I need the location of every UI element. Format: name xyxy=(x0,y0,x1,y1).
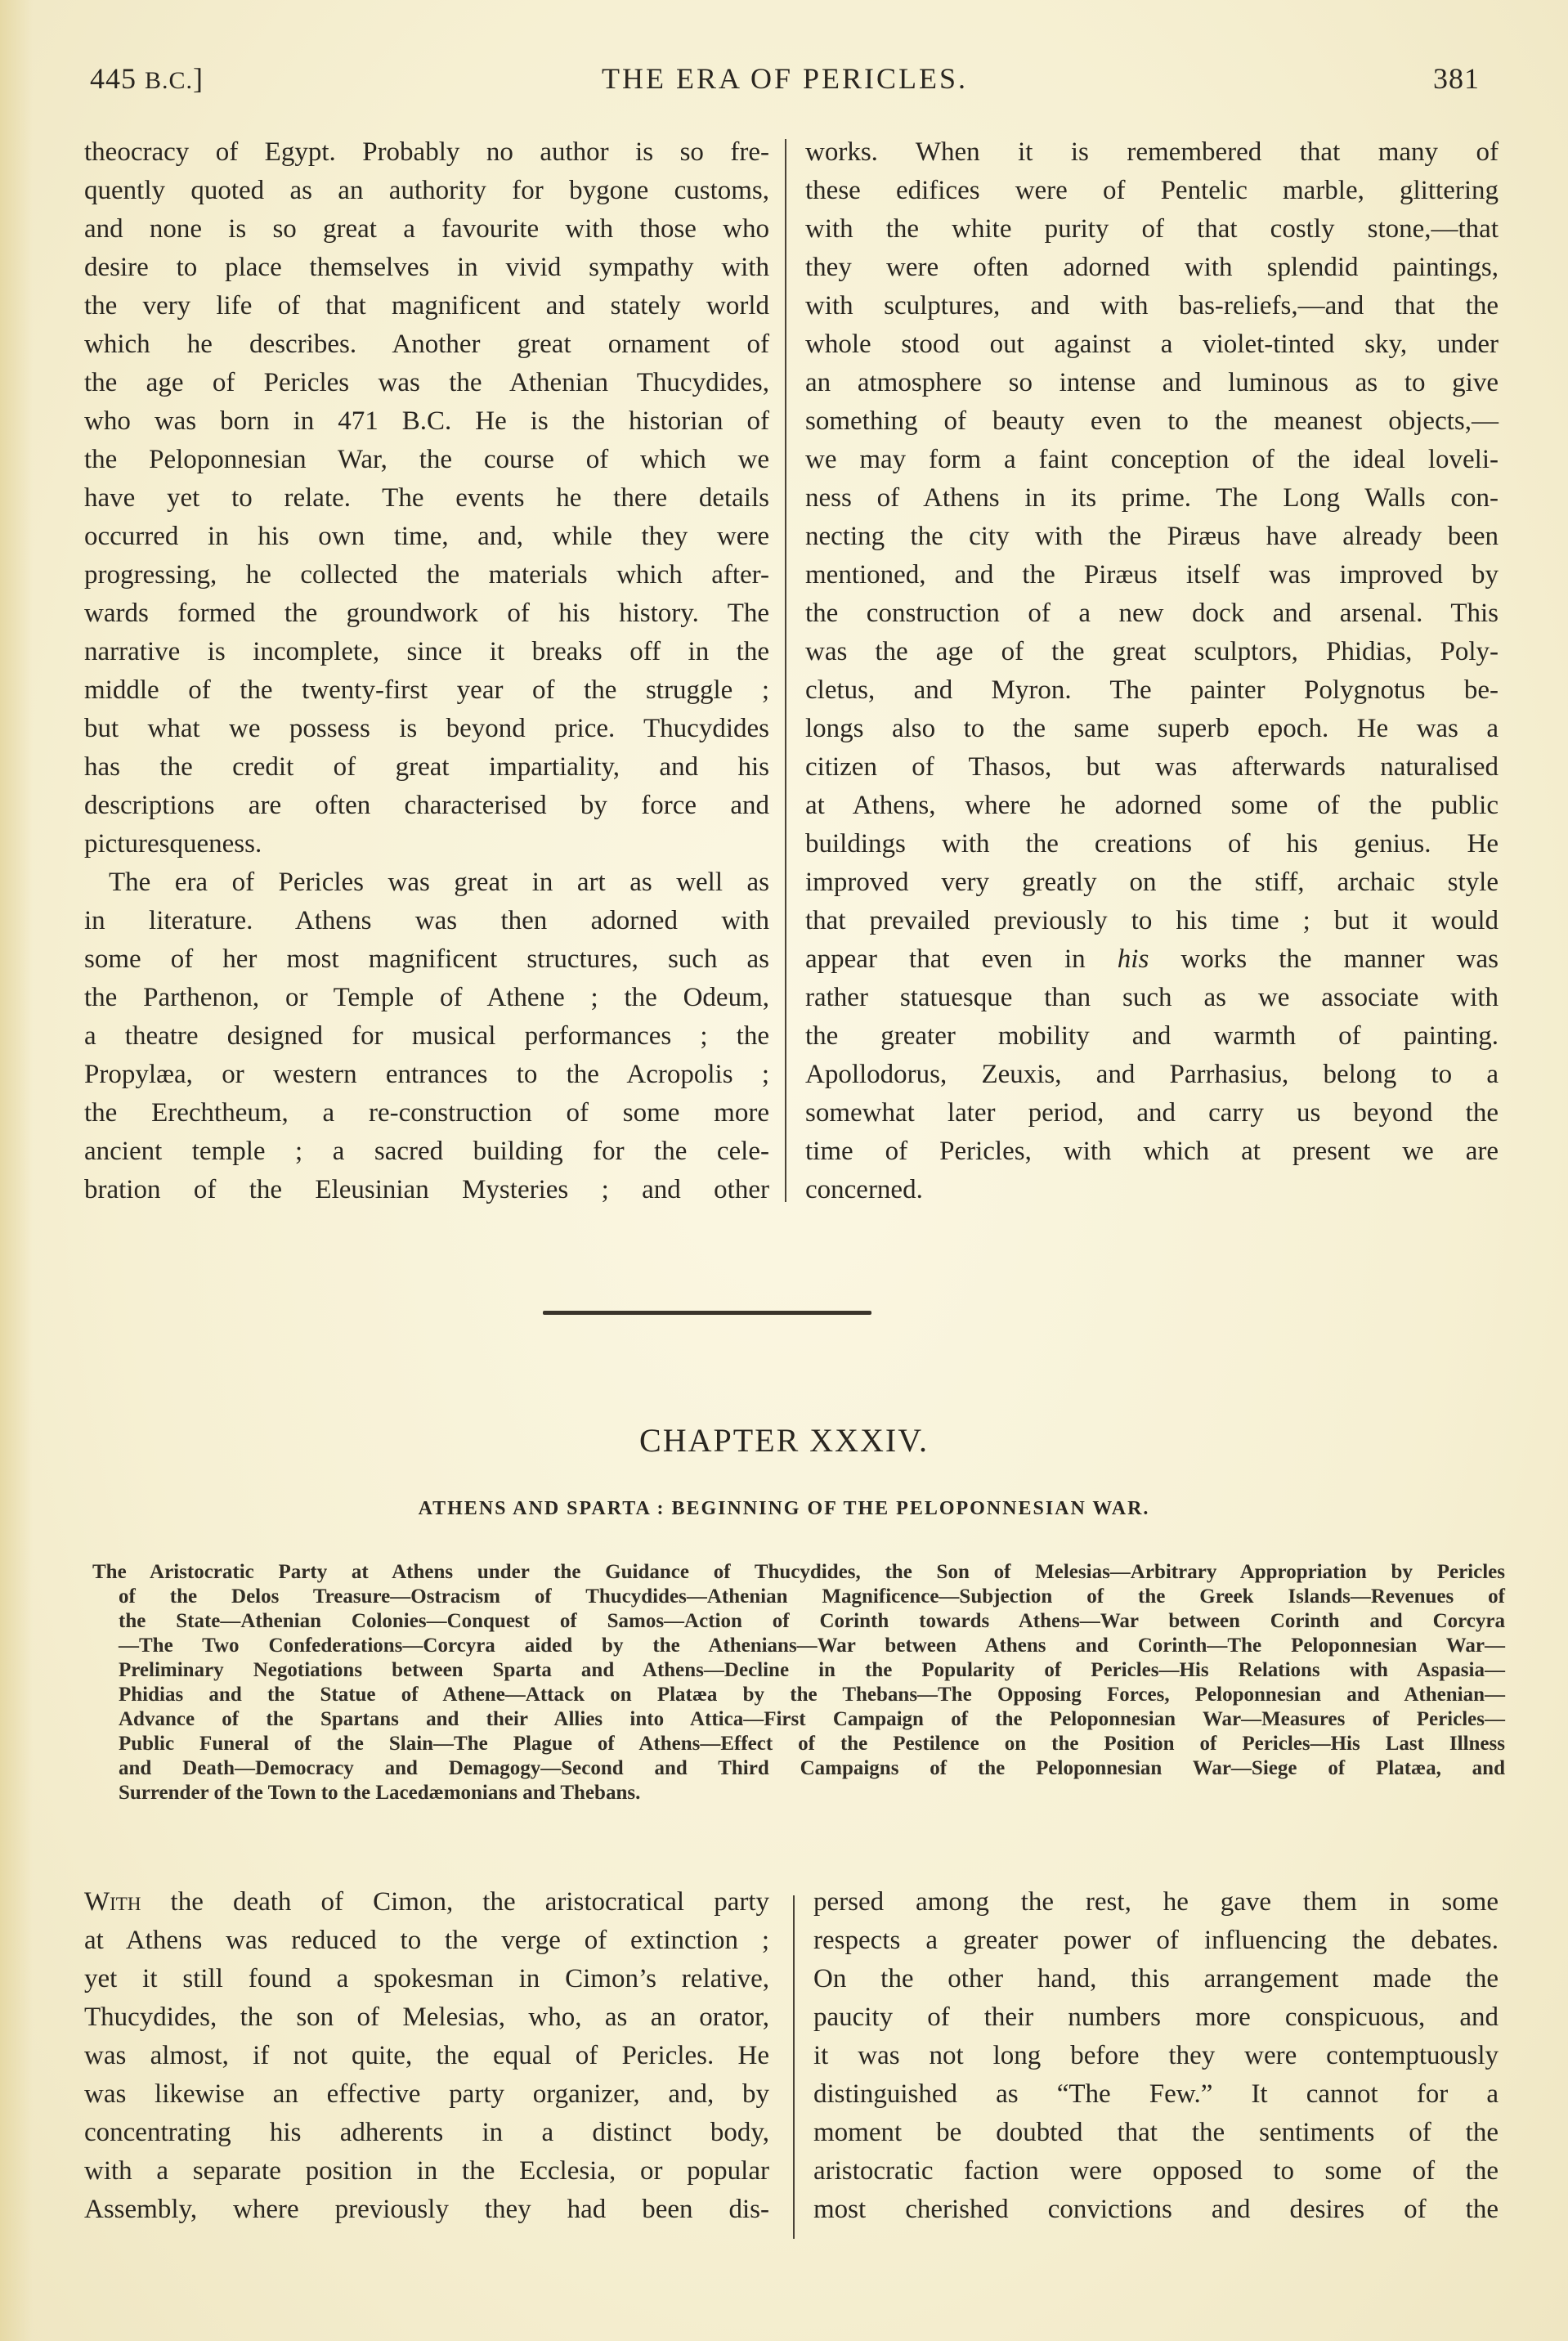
synopsis-line: Advance of the Spartans and their Allies into Attica—First Campaign of the Peloponnesian War—Measures of Pericles— xyxy=(119,1708,1505,1730)
text-line: bration of the Eleusinian Mysteries ; and other xyxy=(84,1175,769,1204)
text-line: The era of Pericles was great in art as well as xyxy=(109,868,769,897)
text-line: longs also to the same superb epoch. He was a xyxy=(805,714,1499,743)
text-fragment: appear that even in xyxy=(805,944,1086,974)
date-number: 445 xyxy=(90,62,137,95)
chapter-title: CHAPTER XXXIV. xyxy=(639,1422,929,1459)
text-line xyxy=(805,940,1499,979)
chapter-divider-rule xyxy=(543,1311,871,1315)
bottom-left-column xyxy=(84,1883,769,2229)
page-number: 381 xyxy=(1433,62,1480,95)
text-line: descriptions are often characterised by force and xyxy=(84,791,769,820)
text-line: paucity of their numbers more conspicuous, and xyxy=(813,2002,1499,2032)
text-line: aristocratic faction were opposed to some of the xyxy=(813,2156,1499,2186)
text-line: quently quoted as an authority for bygone customs, xyxy=(84,176,769,205)
text-line: with sculptures, and with bas-reliefs,—and that the xyxy=(805,291,1499,321)
text-line: middle of the twenty-first year of the struggle ; xyxy=(84,675,769,705)
bottom-right-column xyxy=(813,1883,1499,2229)
text-line: moment be doubted that the sentiments of the xyxy=(813,2118,1499,2147)
text-line: which he describes. Another great ornament of xyxy=(84,330,769,359)
text-line: respects a greater power of influencing the debates. xyxy=(813,1926,1499,1955)
text-line: they were often adorned with splendid paintings, xyxy=(805,253,1499,282)
text-line: concerned. xyxy=(805,1175,923,1204)
text-line: has the credit of great impartiality, and his xyxy=(84,752,769,782)
synopsis-line: —The Two Confederations—Corcyra aided by the Athenians—War between Athens and Corinth—The Peloponnesian War— xyxy=(119,1635,1505,1657)
chapter-subtitle: ATHENS AND SPARTA : BEGINNING OF THE PELOPONNESIAN WAR. xyxy=(418,1498,1150,1519)
text-line: whole stood out against a violet-tinted sky, under xyxy=(805,330,1499,359)
text-line: was likewise an effective party organizer, and, by xyxy=(84,2079,769,2109)
text-line: in literature. Athens was then adorned with xyxy=(84,906,769,935)
chapter-synopsis xyxy=(92,1560,1505,1805)
synopsis-line: Public Funeral of the Slain—The Plague of Athens—Effect of the Pestilence on the Position of Pericles—His Last Illness xyxy=(119,1733,1505,1755)
date-era: B.C. xyxy=(145,67,194,94)
text-line: the age of Pericles was the Athenian Thucydides, xyxy=(84,368,769,397)
text-line: was the age of the great sculptors, Phidias, Poly- xyxy=(805,637,1499,666)
text-line: with the white purity of that costly stone,—that xyxy=(805,214,1499,244)
column-divider xyxy=(785,139,786,1202)
text-line: picturesqueness. xyxy=(84,829,262,859)
text-line: an atmosphere so intense and luminous as to give xyxy=(805,368,1499,397)
text-line: at Athens was reduced to the verge of extinction ; xyxy=(84,1926,769,1955)
text-line: progressing, he collected the materials which after- xyxy=(84,560,769,590)
text-line: On the other hand, this arrangement made the xyxy=(813,1964,1499,1993)
text-line: ancient temple ; a sacred building for the cele- xyxy=(84,1137,769,1166)
top-right-column xyxy=(805,133,1499,1209)
column-divider xyxy=(793,1895,795,2239)
opening-small-caps: With xyxy=(84,1887,141,1917)
text-line: buildings with the creations of his genius. He xyxy=(805,829,1499,859)
top-left-column xyxy=(84,133,769,1209)
synopsis-line: Surrender of the Town to the Lacedæmonians and Thebans. xyxy=(119,1782,641,1804)
text-line: distinguished as “The Few.” It cannot for a xyxy=(813,2079,1499,2109)
text-line: some of her most magnificent structures, such as xyxy=(84,944,769,974)
text-line: that prevailed previously to his time ; but it would xyxy=(805,906,1499,935)
text-line: the very life of that magnificent and stately world xyxy=(84,291,769,321)
text-line: was almost, if not quite, the equal of Pericles. He xyxy=(84,2041,769,2070)
text-line: persed among the rest, he gave them in some xyxy=(813,1887,1499,1917)
text-line: time of Pericles, with which at present we are xyxy=(805,1137,1499,1166)
text-line: mentioned, and the Piræus itself was improved by xyxy=(805,560,1499,590)
text-line: most cherished convictions and desires of the xyxy=(813,2195,1499,2224)
text-line: these edifices were of Pentelic marble, glittering xyxy=(805,176,1499,205)
text-line: Apollodorus, Zeuxis, and Parrhasius, belong to a xyxy=(805,1060,1499,1089)
synopsis-line: Phidias and the Statue of Athene—Attack on Platæa by the Thebans—The Opposing Forces, Peloponnesian and Athenian— xyxy=(119,1684,1505,1706)
running-head-title: THE ERA OF PERICLES. xyxy=(601,62,969,95)
text-line: citizen of Thasos, but was afterwards naturalised xyxy=(805,752,1499,782)
text-line: the greater mobility and warmth of painting. xyxy=(805,1021,1499,1051)
text-line: Assembly, where previously they had been dis- xyxy=(84,2195,769,2224)
running-head xyxy=(90,61,1480,102)
synopsis-line: The Aristocratic Party at Athens under the Guidance of Thucydides, the Son of Melesias—Arbitrary Appropriation by Pericles xyxy=(92,1561,1505,1583)
text-fragment: the death of Cimon, the aristocratical party xyxy=(141,1887,769,1917)
text-line xyxy=(84,1883,769,1922)
text-line: concentrating his adherents in a distinct body, xyxy=(84,2118,769,2147)
text-line: ness of Athens in its prime. The Long Walls con- xyxy=(805,483,1499,513)
text-line: the construction of a new dock and arsenal. This xyxy=(805,599,1499,628)
text-line: rather statuesque than such as we associate with xyxy=(805,983,1499,1012)
text-line: we may form a faint conception of the ideal loveli- xyxy=(805,445,1499,474)
text-line: at Athens, where he adorned some of the public xyxy=(805,791,1499,820)
text-line: have yet to relate. The events he there details xyxy=(84,483,769,513)
text-line: necting the city with the Piræus have already been xyxy=(805,522,1499,551)
text-fragment: works the manner was xyxy=(1180,944,1499,974)
italic-emphasis: his xyxy=(1117,944,1149,974)
text-line: wards formed the groundwork of his history. The xyxy=(84,599,769,628)
text-line: works. When it is remembered that many of xyxy=(805,137,1499,167)
text-line: occurred in his own time, and, while they were xyxy=(84,522,769,551)
synopsis-line: Preliminary Negotiations between Sparta and Athens—Decline in the Popularity of Pericles—His Relations with Aspasia— xyxy=(119,1659,1505,1681)
text-line: the Erechtheum, a re-construction of some more xyxy=(84,1098,769,1128)
synopsis-line: of the Delos Treasure—Ostracism of Thucydides—Athenian Magnificence—Subjection of the Greek Islands—Revenues of xyxy=(119,1585,1505,1608)
date-bracket: ] xyxy=(193,62,204,95)
text-line: yet it still found a spokesman in Cimon’s relative, xyxy=(84,1964,769,1993)
text-line: the Peloponnesian War, the course of which we xyxy=(84,445,769,474)
text-line: and none is so great a favourite with those who xyxy=(84,214,769,244)
text-line: narrative is incomplete, since it breaks off in the xyxy=(84,637,769,666)
text-line: improved very greatly on the stiff, archaic style xyxy=(805,868,1499,897)
text-line: cletus, and Myron. The painter Polygnotus be- xyxy=(805,675,1499,705)
synopsis-line: the State—Athenian Colonies—Conquest of Samos—Action of Corinth towards Athens—War between Corinth and Corcyra xyxy=(119,1610,1505,1632)
text-line: who was born in 471 B.C. He is the historian of xyxy=(84,406,769,436)
text-line: but what we possess is beyond price. Thucydides xyxy=(84,714,769,743)
text-line: a theatre designed for musical performances ; the xyxy=(84,1021,769,1051)
synopsis-line: and Death—Democracy and Demagogy—Second and Third Campaigns of the Peloponnesian War—Siege of Platæa, and xyxy=(119,1757,1505,1779)
text-line: desire to place themselves in vivid sympathy with xyxy=(84,253,769,282)
text-line: somewhat later period, and carry us beyond the xyxy=(805,1098,1499,1128)
text-line: Thucydides, the son of Melesias, who, as an orator, xyxy=(84,2002,769,2032)
text-line: the Parthenon, or Temple of Athene ; the Odeum, xyxy=(84,983,769,1012)
text-line: theocracy of Egypt. Probably no author is so fre- xyxy=(84,137,769,167)
text-line: with a separate position in the Ecclesia, or popular xyxy=(84,2156,769,2186)
text-line: it was not long before they were contemptuously xyxy=(813,2041,1499,2070)
page-edge-shadow xyxy=(0,0,33,2341)
text-line: something of beauty even to the meanest objects,— xyxy=(805,406,1499,436)
text-line: Propylæa, or western entrances to the Acropolis ; xyxy=(84,1060,769,1089)
